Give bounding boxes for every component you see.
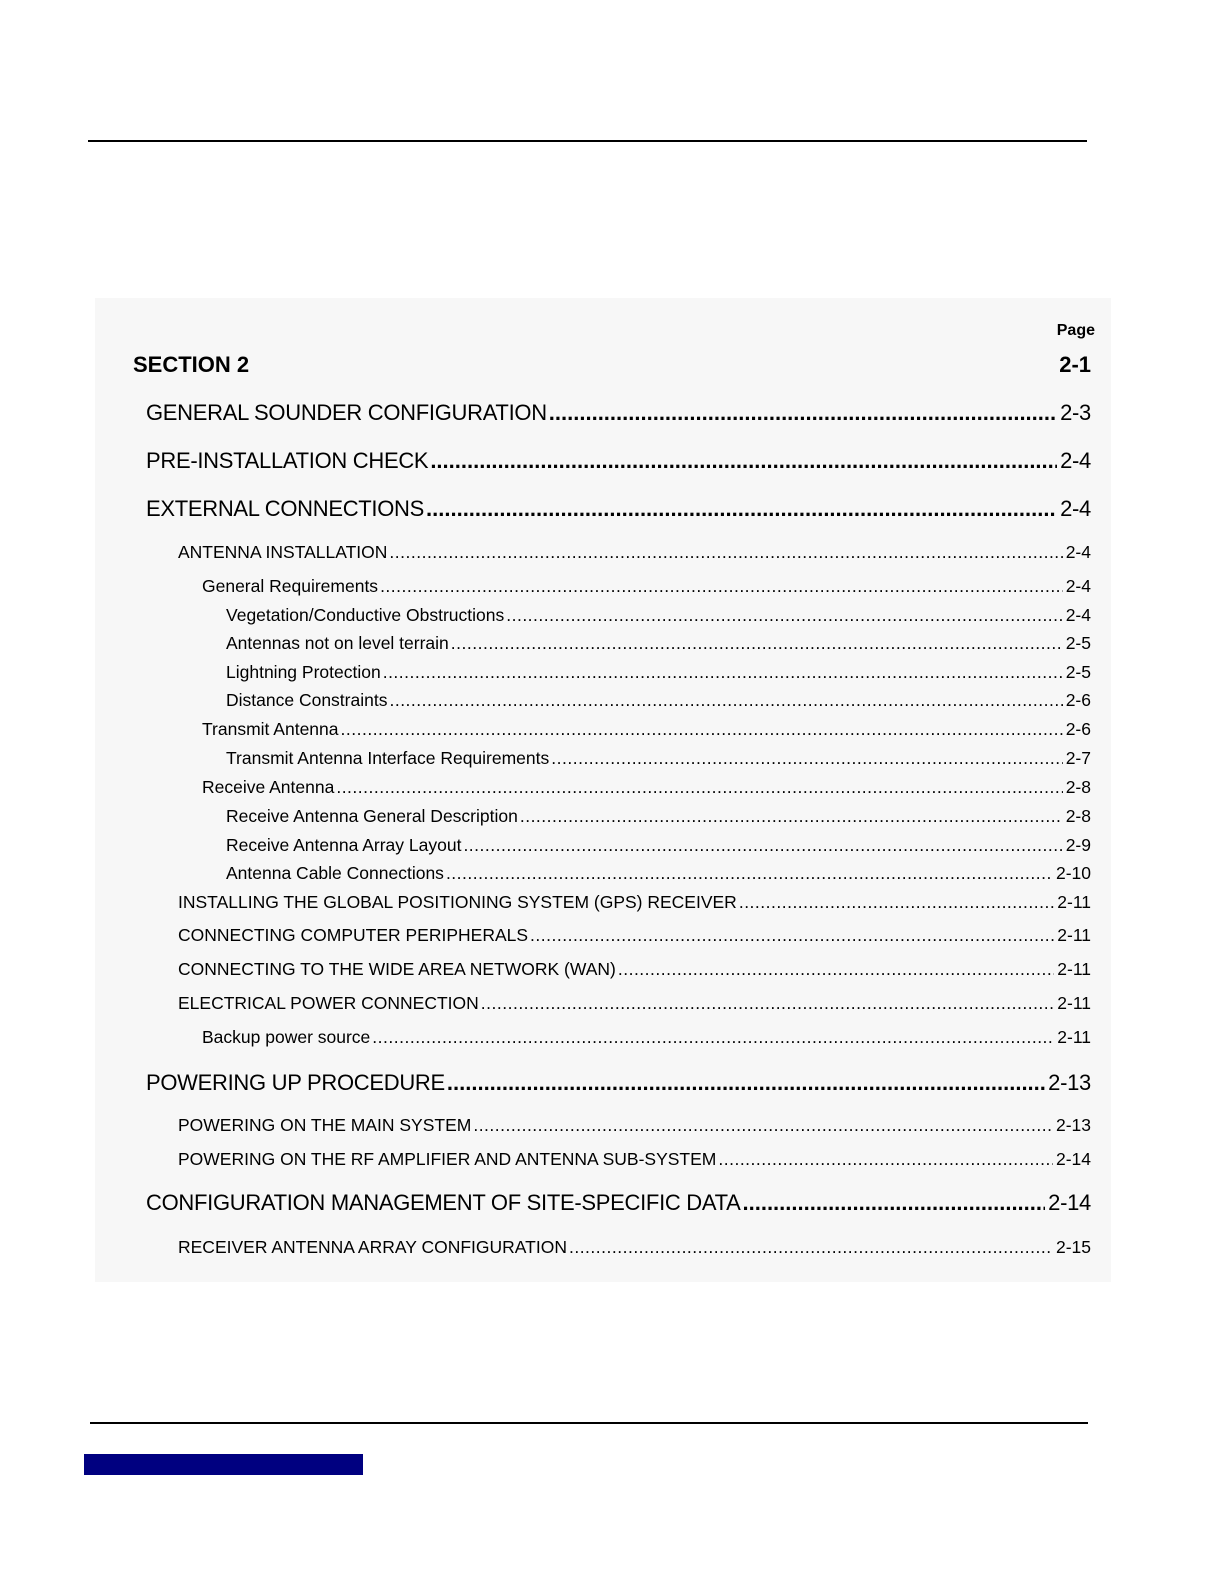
toc-entry[interactable] (202, 1027, 1091, 1048)
dot-leader (618, 959, 1054, 980)
toc-entry-title: EXTERNAL CONNECTIONS (146, 496, 425, 521)
toc-entry-title: Lightning Protection (226, 662, 381, 682)
toc-entry-title: General Requirements (202, 576, 379, 596)
toc-entry-title: ANTENNA INSTALLATION (178, 542, 388, 562)
toc-entry-title: Antenna Cable Connections (226, 863, 444, 883)
dot-leader (569, 1237, 1053, 1258)
toc-entry-title: Receive Antenna (202, 777, 335, 797)
toc-entry-page: 2-5 (1065, 633, 1091, 653)
toc-entry-title: Distance Constraints (226, 690, 388, 710)
footer-rule (90, 1422, 1088, 1424)
dot-leader (739, 892, 1054, 913)
toc-entry-page: 2-15 (1055, 1237, 1091, 1257)
toc-entry-page: 2-4 (1060, 496, 1091, 521)
dot-leader (383, 662, 1063, 683)
toc-entry-page: 2-6 (1065, 690, 1091, 710)
dot-leader (380, 576, 1063, 597)
toc-entry[interactable] (202, 576, 1091, 597)
toc-entry[interactable] (178, 993, 1091, 1014)
toc-entry[interactable] (202, 777, 1091, 798)
dot-leader (530, 925, 1054, 946)
toc-entry-title: Transmit Antenna (202, 719, 339, 739)
toc-entry-page: 2-14 (1048, 1190, 1091, 1215)
toc-entry[interactable] (178, 1149, 1091, 1170)
toc-entry[interactable] (146, 448, 1091, 474)
toc-entry-page: 2-4 (1065, 542, 1091, 562)
dot-leader (743, 1190, 1046, 1216)
dot-leader (430, 448, 1057, 474)
dot-leader (520, 806, 1063, 827)
toc-entry-title: CONNECTING TO THE WIDE AREA NETWORK (WAN) (178, 959, 616, 979)
toc-entry[interactable] (146, 496, 1091, 522)
dot-leader (372, 1027, 1054, 1048)
toc-entry-page: 2-10 (1055, 863, 1091, 883)
toc-entry-title: PRE-INSTALLATION CHECK (146, 448, 429, 473)
toc-entry[interactable] (146, 1070, 1091, 1096)
toc-entry[interactable] (226, 690, 1091, 711)
toc-entry-title: ELECTRICAL POWER CONNECTION (178, 993, 479, 1013)
toc-section-title (133, 352, 1091, 378)
toc-entry-page: 2-13 (1048, 1070, 1091, 1095)
toc-entry-title: GENERAL SOUNDER CONFIGURATION (146, 400, 547, 425)
toc-entry-page: 2-7 (1065, 748, 1091, 768)
toc-entry[interactable] (178, 959, 1091, 980)
dot-leader (389, 690, 1062, 711)
dot-leader (551, 748, 1062, 769)
toc-entry[interactable] (178, 925, 1091, 946)
dot-leader (389, 542, 1062, 563)
toc-entry-page: 2-11 (1057, 959, 1091, 979)
toc-entry-page: 2-8 (1065, 777, 1091, 797)
toc-entry-title: CONNECTING COMPUTER PERIPHERALS (178, 925, 529, 945)
page-column-header: Page (1056, 322, 1095, 339)
toc-entry-page: 2-8 (1065, 806, 1091, 826)
toc-entry-title: Antennas not on level terrain (226, 633, 449, 653)
toc-entry-title: Backup power source (202, 1027, 371, 1047)
toc-entry-title: POWERING UP PROCEDURE (146, 1070, 445, 1095)
dot-leader (451, 633, 1063, 654)
toc-entry[interactable] (202, 719, 1091, 740)
dot-leader (473, 1115, 1053, 1136)
toc-entry[interactable] (226, 806, 1091, 827)
dot-leader (463, 835, 1062, 856)
toc-entry-page: 2-6 (1065, 719, 1091, 739)
toc-entry-title: POWERING ON THE MAIN SYSTEM (178, 1115, 472, 1135)
toc-entry-title: POWERING ON THE RF AMPLIFIER AND ANTENNA SUB-SYSTEM (178, 1149, 717, 1169)
toc-entry[interactable] (146, 400, 1091, 426)
dot-leader (341, 719, 1063, 740)
dot-leader (481, 993, 1054, 1014)
toc-entry[interactable] (226, 748, 1091, 769)
toc-entry[interactable] (226, 605, 1091, 626)
dot-leader (447, 1070, 1045, 1096)
dot-leader (718, 1149, 1053, 1170)
toc-entry-page: 2-1 (1059, 352, 1091, 377)
toc-entry-title: Receive Antenna Array Layout (226, 835, 462, 855)
dot-leader (446, 863, 1053, 884)
toc-entry-title: SECTION 2 (133, 352, 250, 377)
toc-entry[interactable] (226, 633, 1091, 654)
toc-entry-page: 2-11 (1057, 925, 1091, 945)
toc-entry[interactable] (146, 1190, 1091, 1216)
toc-entry[interactable] (178, 542, 1091, 563)
toc-entry-page: 2-9 (1065, 835, 1091, 855)
toc-entry-title: Transmit Antenna Interface Requirements (226, 748, 550, 768)
dot-leader (426, 496, 1057, 522)
dot-leader (336, 777, 1062, 798)
toc-entry[interactable] (226, 835, 1091, 856)
toc-entry[interactable] (178, 892, 1091, 913)
toc-entry-page: 2-11 (1057, 892, 1091, 912)
toc-entry-title: Vegetation/Conductive Obstructions (226, 605, 505, 625)
footer-color-bar (84, 1454, 363, 1475)
toc-entry-page: 2-5 (1065, 662, 1091, 682)
toc-entry-page: 2-3 (1060, 400, 1091, 425)
toc-entry-title: INSTALLING THE GLOBAL POSITIONING SYSTEM (GPS) RECEIVER (178, 892, 737, 912)
toc-entry-page: 2-4 (1060, 448, 1091, 473)
toc-entry-title: Receive Antenna General Description (226, 806, 518, 826)
toc-entry-page: 2-4 (1065, 605, 1091, 625)
toc-entry-page: 2-4 (1065, 576, 1091, 596)
dot-leader (506, 605, 1062, 626)
dot-leader (549, 400, 1057, 426)
toc-entry-page: 2-13 (1055, 1115, 1091, 1135)
header-rule (88, 140, 1087, 142)
toc-entry[interactable] (178, 1237, 1091, 1258)
toc-entry-title: CONFIGURATION MANAGEMENT OF SITE-SPECIFIC DATA (146, 1190, 741, 1215)
toc-entry[interactable] (226, 662, 1091, 683)
toc-entry[interactable] (226, 863, 1091, 884)
toc-entry-page: 2-14 (1055, 1149, 1091, 1169)
toc-entry-title: RECEIVER ANTENNA ARRAY CONFIGURATION (178, 1237, 567, 1257)
toc-entry[interactable] (178, 1115, 1091, 1136)
toc-entry-page: 2-11 (1057, 1027, 1091, 1047)
toc-entry-page: 2-11 (1057, 993, 1091, 1013)
